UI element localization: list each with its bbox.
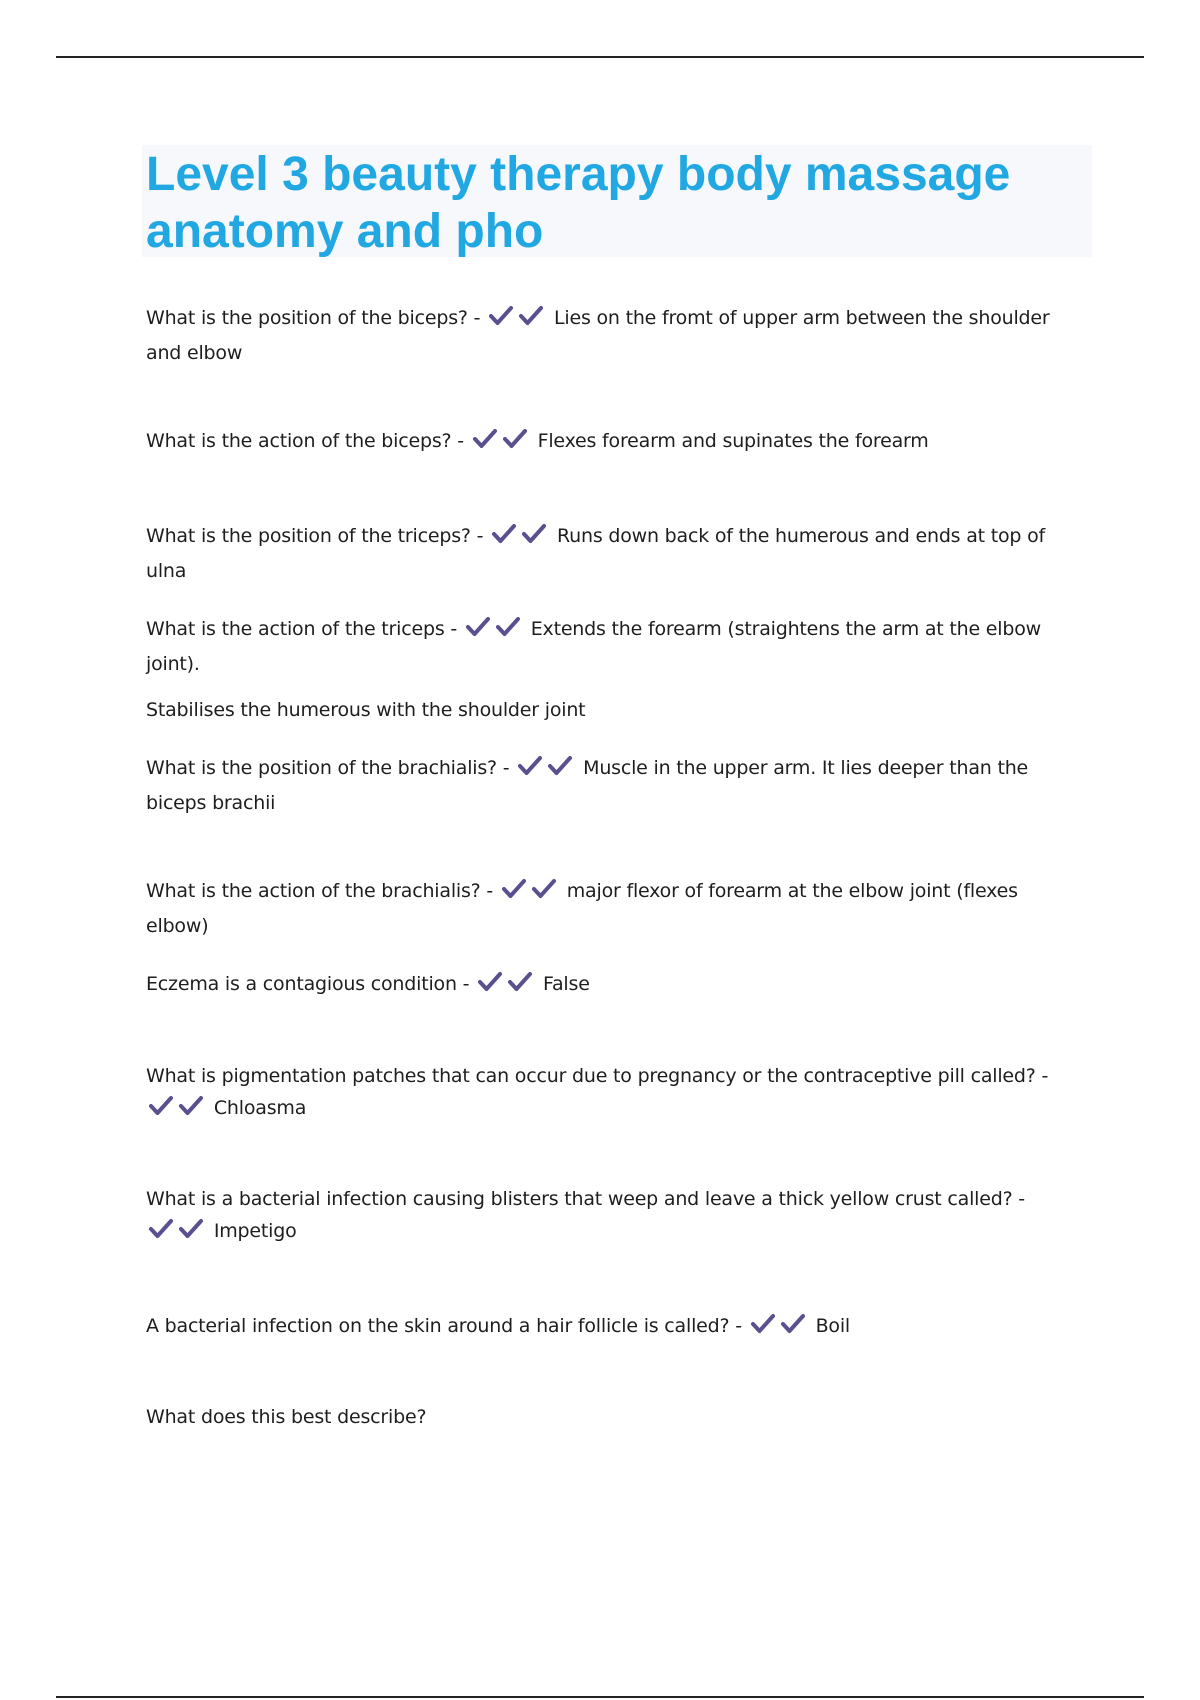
double-check-icon [148, 1218, 204, 1250]
answer-text: Flexes forearm and supinates the forearm [537, 430, 929, 452]
double-check-icon [488, 305, 544, 337]
qa-item [146, 968, 1066, 1003]
answer-text: Boil [815, 1315, 850, 1337]
top-rule [56, 56, 1144, 58]
bottom-rule [56, 1696, 1144, 1698]
qa-item [146, 1060, 1066, 1127]
double-check-icon [501, 878, 557, 910]
double-check-icon [750, 1313, 806, 1345]
double-check-icon [477, 971, 533, 1003]
double-check-icon [472, 428, 528, 460]
answer-text: major flexor of forearm at the elbow joint (flexes elbow) [146, 880, 1018, 937]
answer-text: Muscle in the upper arm. It lies deeper than the biceps brachii [146, 757, 1029, 814]
question-text: What is the position of the brachialis? - [146, 757, 510, 779]
question-text: What is the action of the biceps? - [146, 430, 464, 452]
qa-item [146, 425, 1066, 460]
question-text: What is a bacterial infection causing blisters that weep and leave a thick yellow crust called? - [146, 1188, 1025, 1210]
question-text: Eczema is a contagious condition - [146, 973, 470, 995]
answer-text: Lies on the fromt of upper arm between the shoulder and elbow [146, 307, 1050, 364]
answer-text: Extends the forearm (straightens the arm at the elbow joint). [146, 618, 1041, 675]
answer-continued-text: Stabilises the humerous with the shoulder joint [146, 699, 586, 721]
qa-item [146, 302, 1066, 369]
answer-text: Impetigo [213, 1220, 297, 1242]
document-title: Level 3 beauty therapy body massage anatomy and pho [146, 148, 1011, 258]
double-check-icon [517, 755, 573, 787]
question-text: A bacterial infection on the skin around a hair follicle is called? - [146, 1315, 742, 1337]
question-text: What is the action of the brachialis? - [146, 880, 494, 902]
double-check-icon [465, 616, 521, 648]
answer-text: Chloasma [213, 1097, 307, 1119]
trailing-question: What does this best describe? [146, 1406, 427, 1428]
qa-item [146, 1183, 1066, 1250]
qa-item [146, 520, 1066, 587]
answer-text: False [543, 973, 590, 995]
question-text: What is the position of the triceps? - [146, 525, 484, 547]
question-text: What is pigmentation patches that can occur due to pregnancy or the contraceptive pill called? - [146, 1065, 1049, 1087]
double-check-icon [148, 1095, 204, 1127]
qa-item [146, 875, 1066, 942]
question-text: What is the action of the triceps - [146, 618, 458, 640]
qa-item [146, 752, 1066, 819]
double-check-icon [491, 523, 547, 555]
qa-item [146, 1310, 1066, 1345]
qa-item [146, 613, 1066, 726]
answer-text: Runs down back of the humerous and ends at top of ulna [146, 525, 1046, 582]
question-text: What is the position of the biceps? - [146, 307, 481, 329]
